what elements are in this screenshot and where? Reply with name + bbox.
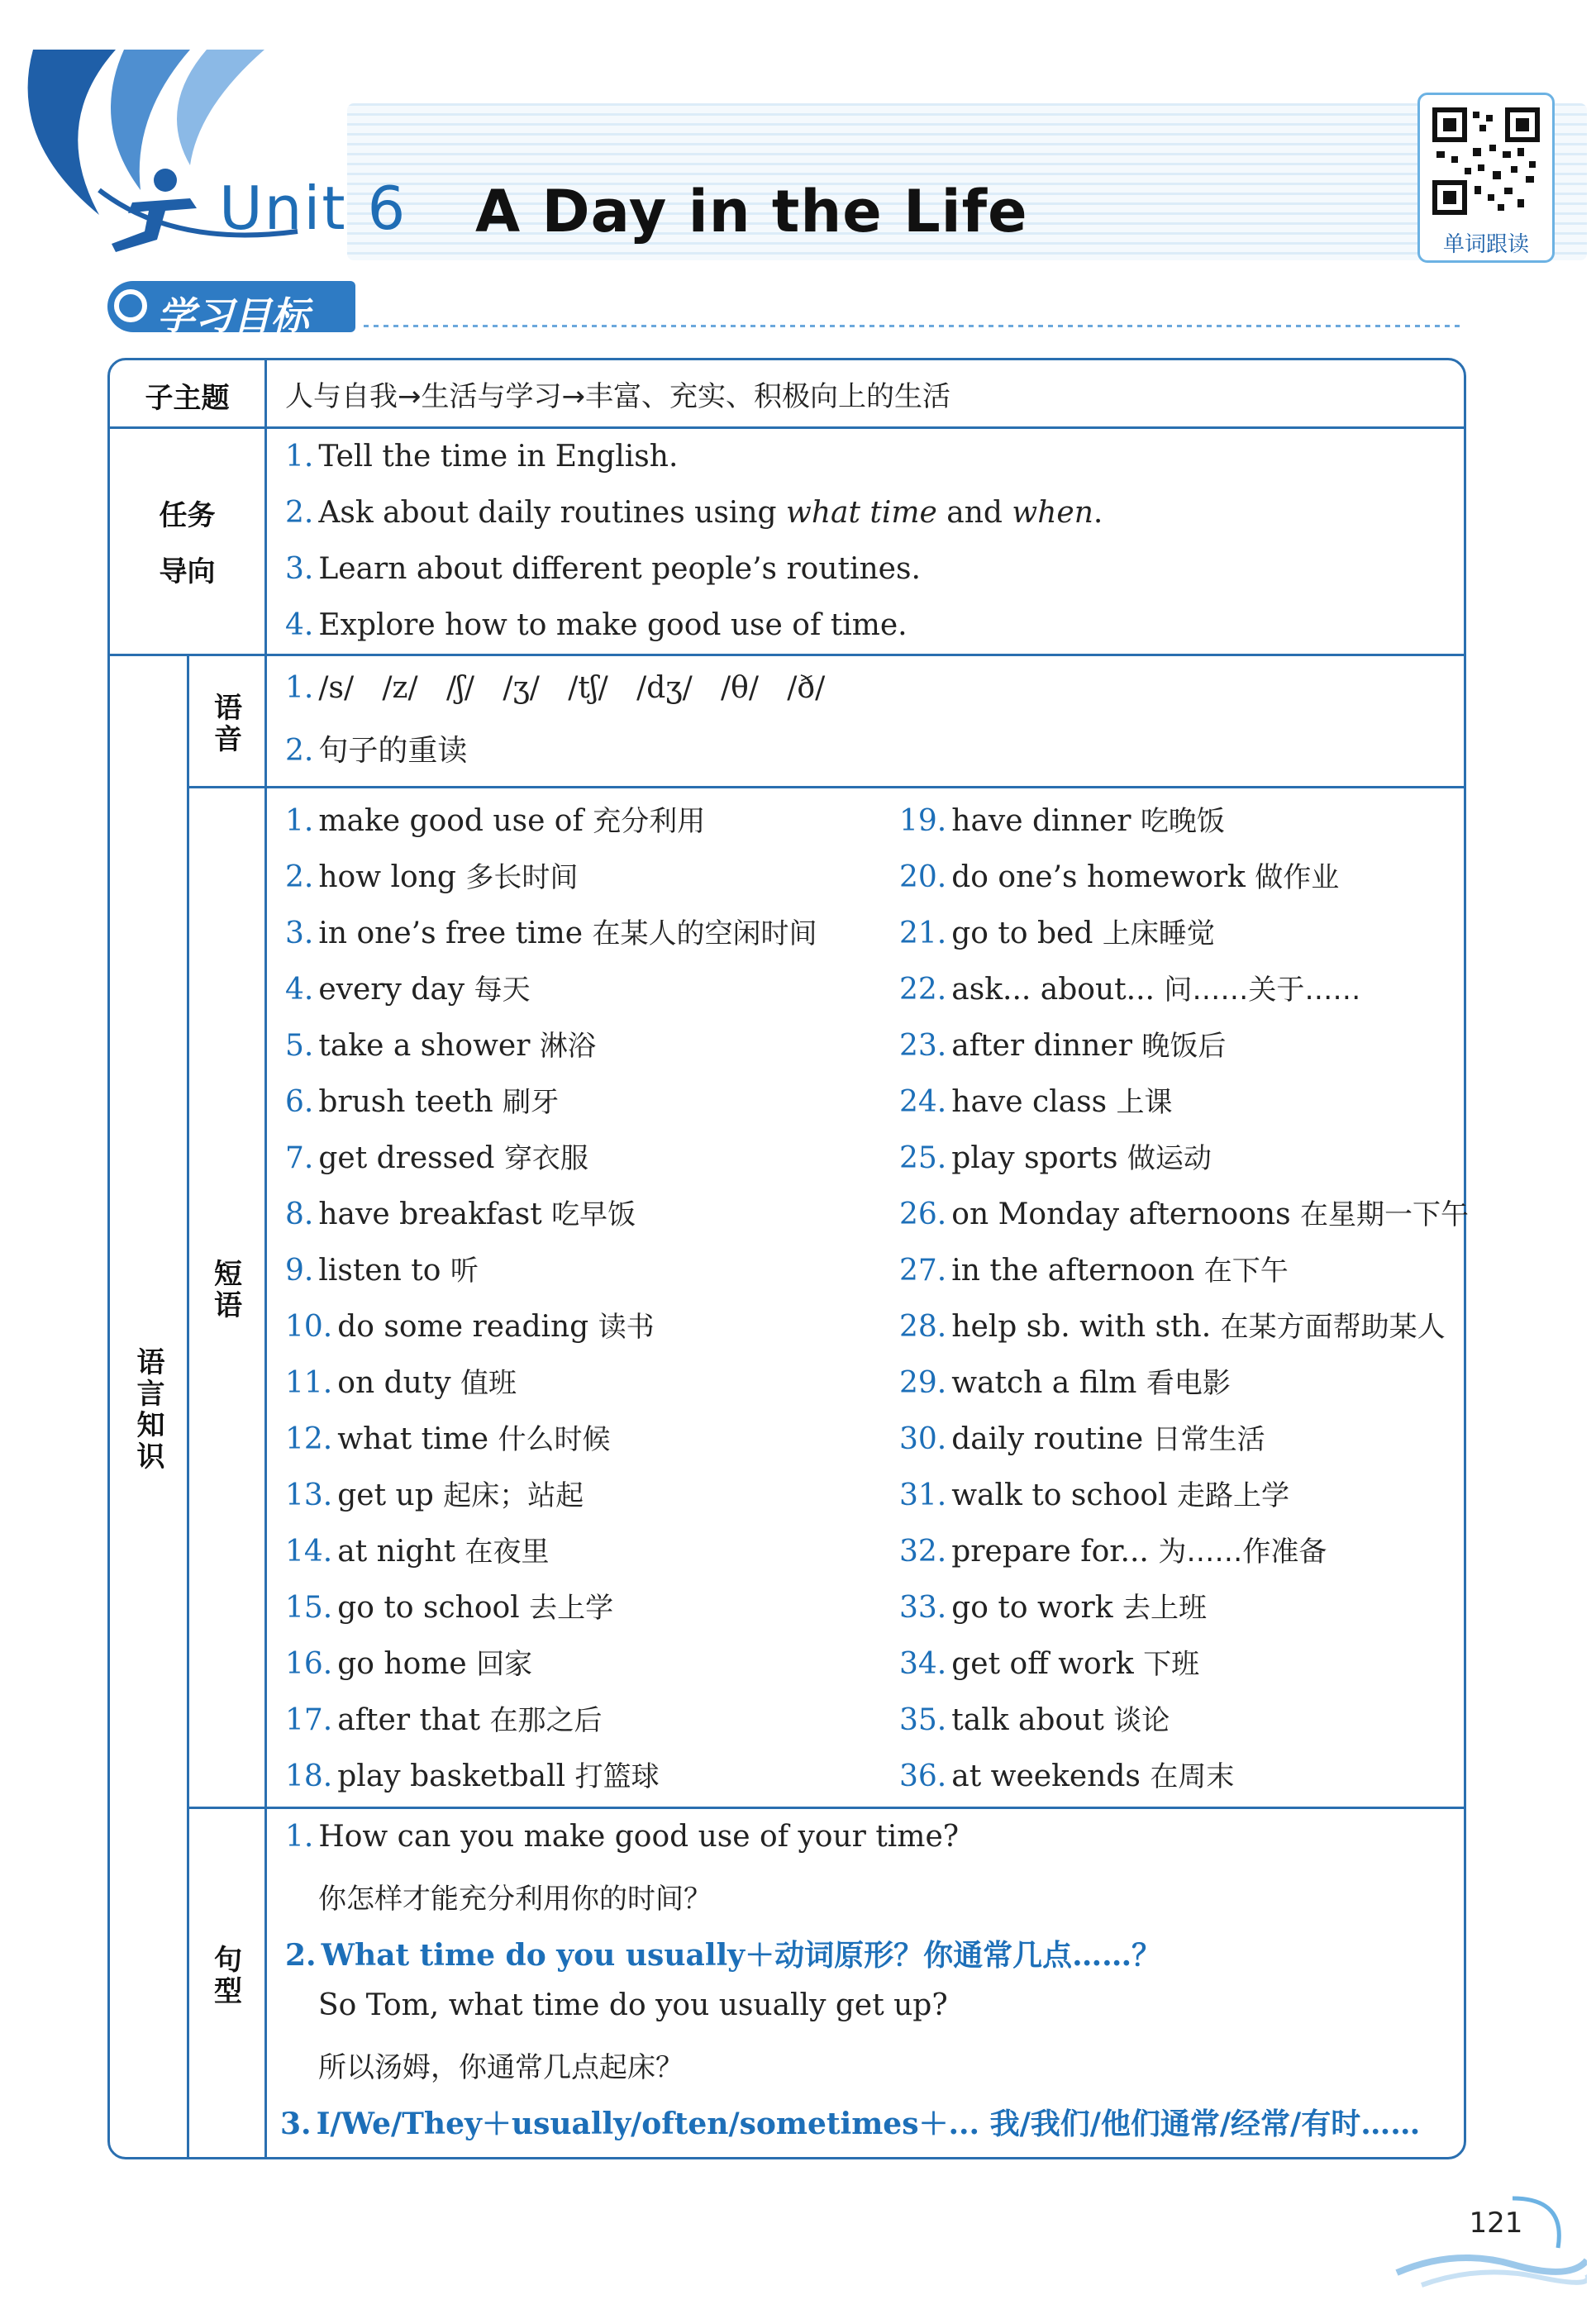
sentence-number: 1. [285,1820,314,1854]
row-divider [187,1807,1464,1809]
phrase-english: every day [318,973,465,1007]
phrase-chinese: 去上学 [529,1592,614,1625]
phrase-item [899,1641,1199,1682]
phrase-item [285,1248,479,1288]
phrase-number: 28. [899,1310,947,1344]
phrase-english: do some reading [337,1310,589,1344]
language-knowledge-label: 语言知识 [131,1347,164,1473]
target-circle-icon [114,289,147,322]
phrase-number: 14. [285,1535,333,1569]
phrase-chinese: 去上班 [1122,1592,1207,1625]
phrase-number: 2. [285,860,314,894]
sentence-3-pattern [280,2101,1420,2143]
header-band [0,25,1596,257]
phrase-chinese: 值班 [460,1367,517,1400]
phrase-chinese: 淋浴 [539,1030,596,1063]
phrase-chinese: 走路上学 [1177,1479,1290,1512]
phrase-number: 15. [285,1591,333,1625]
phrase-number: 30. [899,1422,947,1456]
phrase-english: at night [337,1535,456,1569]
phrase-number: 32. [899,1535,947,1569]
phrase-chinese: 读书 [598,1311,655,1344]
phrase-chinese: 起床；站起 [443,1479,584,1512]
phrase-english: in one’s free time [318,917,584,950]
task-text: Learn about different people’s routines. [318,552,921,586]
phrase-number: 10. [285,1310,333,1344]
phrase-english: brush teeth [318,1085,493,1119]
phrase-english: after that [337,1703,481,1737]
qr-code-box[interactable] [1417,93,1555,263]
phrase-chinese: 在某人的空闲时间 [592,917,817,950]
phrase-english: make good use of [318,804,584,838]
phrase-item [899,798,1225,839]
sentence-pattern-text: I/We/They＋usually/often/sometimes＋... 我/我们/他们通常/经常/有时…… [316,2107,1421,2141]
phrase-item [285,911,817,951]
phrase-chinese: 穿衣服 [503,1142,588,1175]
subtopic-label: 子主题 [145,382,230,415]
phrase-item [285,1641,532,1682]
phrase-number: 11. [285,1366,333,1400]
phrase-chinese: 晚饭后 [1141,1030,1227,1063]
phrase-number: 22. [899,973,947,1007]
section-title: 学习目标 [157,293,309,338]
phrase-item [899,1192,1469,1232]
phrase-chinese: 在下午 [1203,1255,1289,1288]
phrase-english: do one’s homework [951,860,1246,894]
phrase-number: 20. [899,860,947,894]
task-text-mid: and [936,496,1012,530]
phonetics-label: 语音 [208,693,242,755]
phrase-chinese: 问……关于…… [1164,974,1361,1007]
phrase-item [899,1079,1173,1120]
phrase-chinese: 做作业 [1255,861,1340,894]
phonetics-item [285,727,467,769]
phrase-item [285,1079,559,1120]
phrase-chinese: 做运动 [1127,1142,1212,1175]
phrase-number: 36. [899,1759,947,1793]
phrase-english: go to bed [951,917,1093,950]
phrase-english: help sb. with sth. [951,1310,1212,1344]
phrase-chinese: 为……作准备 [1158,1536,1327,1569]
phrase-english: prepare for... [951,1535,1149,1569]
phrase-chinese: 在星期一下午 [1300,1198,1469,1231]
row-divider [110,654,1464,656]
phrase-english: get up [337,1478,434,1512]
task-number: 1. [285,440,314,474]
phrase-english: play sports [951,1141,1118,1175]
section-dotted-divider [364,325,1463,327]
task-number: 2. [285,496,314,530]
objectives-table [107,358,1469,2159]
phrase-item [899,1416,1265,1457]
task-item [285,552,921,586]
phrase-item [899,1585,1207,1626]
sentence-1-en [285,1820,959,1854]
qr-label: 单词跟读 [1442,232,1529,257]
phrase-item [899,855,1339,895]
phrase-chinese: 每天 [474,974,531,1007]
task-item [285,608,908,642]
phrase-english: go to work [951,1591,1113,1625]
tasks-label-line2: 导向 [159,555,216,588]
phrase-english: how long [318,860,456,894]
phrase-english: go home [337,1647,467,1681]
phrase-item [285,1754,660,1794]
phrase-chinese: 回家 [476,1648,533,1681]
phrase-english: walk to school [951,1478,1168,1512]
sentence-number: 3. [280,2107,312,2141]
task-number: 3. [285,552,314,586]
phrase-number: 3. [285,917,314,950]
subtopic-value: 人与自我→生活与学习→丰富、充实、积极向上的生活 [285,380,950,413]
runner-figure-icon [99,165,215,256]
sentence-text: How can you make good use of your time? [318,1820,960,1854]
phrase-chinese: 在夜里 [465,1536,550,1569]
phrase-english: listen to [318,1254,441,1288]
phrase-number: 1. [285,804,314,838]
phrase-item [899,967,1360,1007]
phrase-english: ask... about... [951,973,1155,1007]
phrase-english: in the afternoon [951,1254,1195,1288]
phrase-number: 31. [899,1478,947,1512]
phrase-english: after dinner [951,1029,1132,1063]
qr-code-icon [1432,107,1541,216]
phrase-chinese: 充分利用 [593,805,706,838]
phrase-english: have breakfast [318,1197,542,1231]
phrase-number: 29. [899,1366,947,1400]
phrase-chinese: 下班 [1143,1648,1200,1681]
phrase-number: 17. [285,1703,333,1737]
phrase-english: at weekends [951,1759,1141,1793]
phrase-english: watch a film [951,1366,1137,1400]
phrase-item [899,1136,1212,1176]
phonetics-number: 2. [285,734,314,768]
phrase-item [285,1192,636,1232]
phrase-number: 33. [899,1591,947,1625]
phrase-chinese: 打篮球 [574,1760,660,1793]
unit-title: A Day in the Life [475,178,1028,245]
phrase-chinese: 上床睡觉 [1102,917,1215,950]
phrase-chinese: 吃早饭 [551,1198,636,1231]
phrase-item [285,855,578,895]
sentence-2-pattern [285,1932,1161,1974]
phrase-item [285,967,531,1007]
phrase-item [285,1473,584,1513]
page-number: 121 [1469,2207,1523,2240]
phrase-chinese: 上课 [1116,1086,1173,1119]
phrase-number: 13. [285,1478,333,1512]
task-text: Tell the time in English. [318,440,679,474]
phrase-english: go to school [337,1591,520,1625]
phrase-english: take a shower [318,1029,531,1063]
phonetics-number: 1. [285,671,314,705]
phrase-number: 6. [285,1085,314,1119]
phrase-number: 8. [285,1197,314,1231]
phrase-chinese: 刷牙 [503,1086,560,1119]
phrase-item [285,798,705,839]
phrase-item [899,1473,1289,1513]
phrase-number: 27. [899,1254,947,1288]
phrase-english: on Monday afternoons [951,1197,1291,1231]
phrase-chinese: 听 [450,1255,479,1288]
phrase-item [285,1585,613,1626]
sentence-patterns-label: 句型 [208,1945,242,2007]
phrase-number: 5. [285,1029,314,1063]
phrase-english: play basketball [337,1759,566,1793]
sentence-number: 2. [285,1938,317,1973]
phrase-item [899,1304,1446,1345]
phrase-item [899,911,1215,951]
phrase-chinese: 谈论 [1113,1704,1170,1737]
phrase-number: 7. [285,1141,314,1175]
phrase-item [899,1360,1231,1401]
phrase-item [285,1136,588,1176]
tasks-label-line1: 任务 [159,499,216,532]
phrase-item [285,1697,603,1738]
phrase-item [285,1360,517,1401]
task-text-pre: Ask about daily routines using [318,496,786,530]
phrase-english: talk about [951,1703,1104,1737]
column-divider [264,360,267,2157]
phrase-number: 19. [899,804,947,838]
phonetics-symbols: /s/ /z/ /ʃ/ /ʒ/ /tʃ/ /dʒ/ /θ/ /ð/ [318,671,826,705]
phrase-chinese: 在那之后 [489,1704,603,1737]
phrase-item [899,1248,1289,1288]
phrase-english: get dressed [318,1141,495,1175]
phrase-item [285,1304,655,1345]
phrase-item [899,1023,1226,1064]
task-text: Explore how to make good use of time. [318,608,908,642]
phrase-item [899,1754,1234,1794]
phrase-chinese: 在周末 [1150,1760,1235,1793]
phrase-item [285,1529,550,1569]
task-text-em1: what time [786,496,937,530]
phrase-number: 35. [899,1703,947,1737]
section-title-tag [107,281,355,338]
phonetics-text: 句子的重读 [318,734,468,768]
phrase-number: 16. [285,1647,333,1681]
phrase-chinese: 看电影 [1146,1367,1231,1400]
phrase-english: daily routine [951,1422,1144,1456]
phrase-number: 26. [899,1197,947,1231]
phrase-number: 4. [285,973,314,1007]
task-item [285,440,678,474]
phrase-english: on duty [337,1366,451,1400]
phrase-number: 9. [285,1254,314,1288]
phrase-chinese: 在某方面帮助某人 [1220,1311,1446,1344]
phrase-chinese: 多长时间 [465,861,579,894]
sentence-2-en: So Tom, what time do you usually get up? [318,1988,948,2022]
sentence-1-zh: 你怎样才能充分利用你的时间？ [318,1883,712,1916]
phrase-chinese: 日常生活 [1152,1423,1265,1456]
phrase-number: 34. [899,1647,947,1681]
phrase-number: 23. [899,1029,947,1063]
phrase-item [285,1023,596,1064]
sentence-2-zh: 所以汤姆，你通常几点起床？ [318,2051,684,2084]
row-divider [110,426,1464,429]
task-text-em2: when [1012,496,1093,530]
task-number: 4. [285,608,314,642]
phrase-chinese: 吃晚饭 [1140,805,1225,838]
phrase-english: have class [951,1085,1108,1119]
phrase-item [899,1697,1170,1738]
phonetics-item [285,671,825,705]
row-divider [187,786,1464,788]
phrase-number: 12. [285,1422,333,1456]
task-text-post: . [1093,496,1103,530]
phrase-number: 24. [899,1085,947,1119]
phrases-label: 短语 [208,1259,242,1321]
sentence-pattern-text: What time do you usually＋动词原形？你通常几点……？ [321,1938,1162,1973]
unit-label: Unit 6 [219,174,407,243]
phrase-english: have dinner [951,804,1131,838]
phrase-number: 25. [899,1141,947,1175]
phrase-chinese: 什么时候 [498,1423,611,1456]
phrase-item [285,1416,611,1457]
phrase-english: what time [337,1422,489,1456]
task-item [285,496,1103,530]
phrase-english: get off work [951,1647,1134,1681]
phrase-item [899,1529,1327,1569]
phrase-number: 18. [285,1759,333,1793]
phrase-number: 21. [899,917,947,950]
